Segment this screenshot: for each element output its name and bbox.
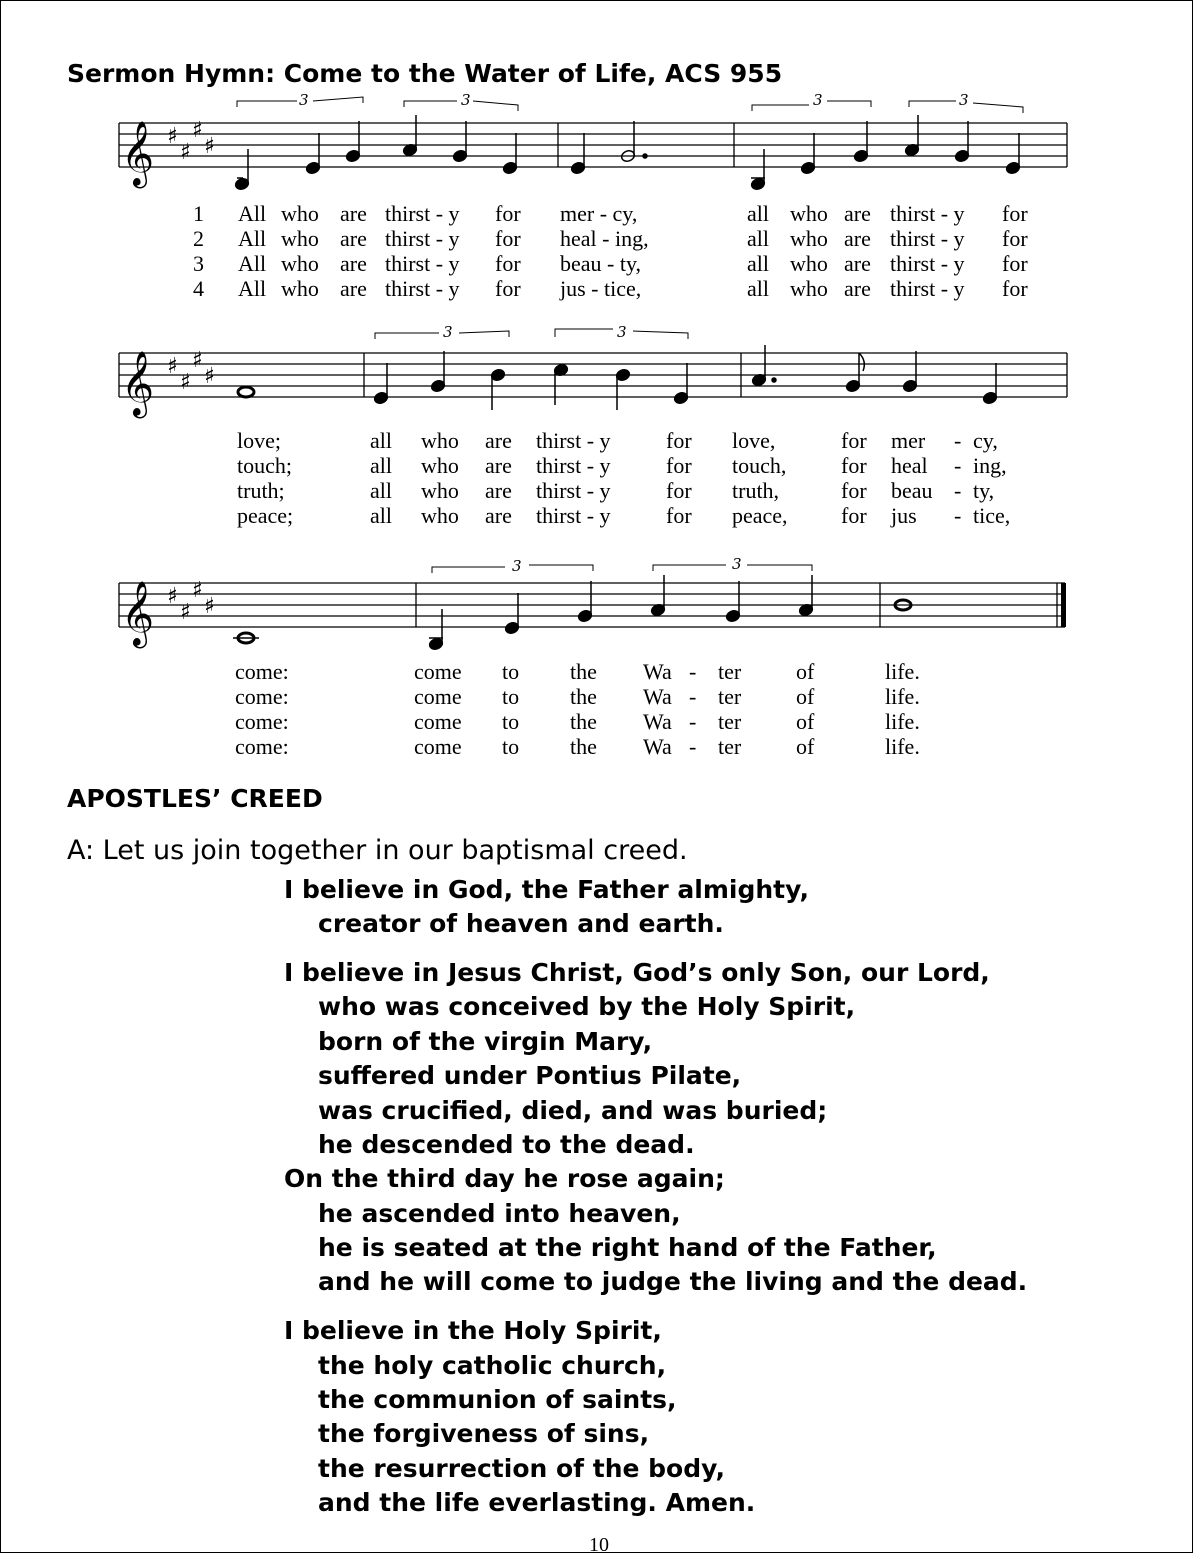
lyric-column: who who who who <box>281 201 319 301</box>
creed-line: was crucified, died, and was buried; <box>318 1096 828 1125</box>
lyric-column: cy, ing, ty, tice, <box>973 428 1011 528</box>
lyric-column: ter ter ter ter <box>718 659 742 759</box>
lyric-column: all all all all <box>747 201 769 301</box>
treble-clef-icon: 𝄞 <box>121 121 155 186</box>
svg-text:♯: ♯ <box>180 140 191 165</box>
lyric-column: life. life. life. life. <box>885 659 920 759</box>
triplet-brackets-1 <box>237 91 1023 113</box>
svg-text:♯: ♯ <box>192 578 203 603</box>
lyric-column: all all all all <box>370 428 392 528</box>
svg-text:♯: ♯ <box>167 584 178 609</box>
svg-text:♯: ♯ <box>192 348 203 373</box>
lyric-column: come come come come <box>414 659 462 759</box>
lyric-column: for for for for <box>1002 201 1028 301</box>
lyric-column: Wa Wa Wa Wa <box>643 659 672 759</box>
creed-line: and he will come to judge the living and the dead. <box>318 1267 1028 1296</box>
notes-system-3 <box>233 575 911 651</box>
lyric-column: love; touch; truth; peace; <box>237 428 294 528</box>
key-signature-four-sharps <box>167 578 215 625</box>
svg-text:3: 3 <box>813 91 823 109</box>
lyric-column: love, touch, truth, peace, <box>732 428 788 528</box>
svg-text:♯: ♯ <box>204 594 215 619</box>
lyric-column: who who who who <box>790 201 828 301</box>
music-staff-1 <box>1 71 1192 221</box>
svg-text:3: 3 <box>443 323 453 341</box>
notes-system-1 <box>234 115 1021 191</box>
lyric-column: - - - - <box>954 428 962 528</box>
verse-numbers: 1 2 3 4 <box>193 201 204 301</box>
svg-text:♯: ♯ <box>167 354 178 379</box>
lyric-column: All All All All <box>238 201 267 301</box>
lyric-column: come: come: come: come: <box>235 659 289 759</box>
key-signature-four-sharps <box>167 348 215 395</box>
treble-clef-icon: 𝄞 <box>121 351 155 416</box>
creed-line: suffered under Pontius Pilate, <box>318 1061 742 1090</box>
lyric-column: who who who who <box>421 428 459 528</box>
lyric-column: are are are are <box>340 201 367 301</box>
lyric-column: are are are are <box>844 201 871 301</box>
lyric-column: for for for for <box>495 201 521 301</box>
svg-text:3: 3 <box>461 91 471 109</box>
lyric-column: mer - cy, heal - ing, beau - ty, jus - tice, <box>560 201 649 301</box>
key-signature-four-sharps <box>167 118 215 165</box>
creed-heading: APOSTLES’ CREED <box>67 784 323 813</box>
creed-line: born of the virgin Mary, <box>318 1027 653 1056</box>
triplet-brackets-3 <box>432 555 812 575</box>
creed-line: the forgiveness of sins, <box>318 1419 650 1448</box>
svg-text:♯: ♯ <box>180 370 191 395</box>
lyric-column: for for for for <box>841 428 867 528</box>
svg-text:3: 3 <box>617 323 627 341</box>
svg-text:3: 3 <box>959 91 969 109</box>
creed-line: he descended to the dead. <box>318 1130 695 1159</box>
lyric-column: - - - - <box>689 659 697 759</box>
final-barline <box>1061 583 1066 627</box>
lyric-column: mer heal beau jus <box>891 428 933 528</box>
lyric-column: thirst - y thirst - y thirst - y thirst - y <box>385 201 460 301</box>
creed-line: On the third day he rose again; <box>284 1164 725 1193</box>
creed-line: I believe in God, the Father almighty, <box>284 875 809 904</box>
notes-system-2 <box>238 345 998 410</box>
treble-clef-icon: 𝄞 <box>121 581 155 646</box>
svg-text:♯: ♯ <box>192 118 203 143</box>
creed-line: the holy catholic church, <box>318 1351 667 1380</box>
svg-text:3: 3 <box>732 555 742 573</box>
hymn-title: Sermon Hymn: Come to the Water of Life, ACS 955 <box>67 59 783 88</box>
lyric-column: thirst - y thirst - y thirst - y thirst - y <box>536 428 611 528</box>
creed-line: creator of heaven and earth. <box>318 909 724 938</box>
svg-text:♯: ♯ <box>204 134 215 159</box>
creed-line: I believe in Jesus Christ, God’s only Son, our Lord, <box>284 958 990 987</box>
svg-text:♯: ♯ <box>167 124 178 149</box>
leader-line: A: Let us join together in our baptismal creed. <box>67 835 688 866</box>
svg-text:3: 3 <box>299 91 309 109</box>
svg-text:♯: ♯ <box>180 600 191 625</box>
svg-text:3: 3 <box>512 557 522 575</box>
lyric-column: the the the the <box>570 659 597 759</box>
creed-line: the communion of saints, <box>318 1385 677 1414</box>
creed-line: the resurrection of the body, <box>318 1454 725 1483</box>
lyric-column: for for for for <box>666 428 692 528</box>
svg-text:♯: ♯ <box>204 364 215 389</box>
creed-line: he is seated at the right hand of the Father, <box>318 1233 937 1262</box>
lyric-column: of of of of <box>796 659 815 759</box>
creed-line: I believe in the Holy Spirit, <box>284 1316 662 1345</box>
creed-line: who was conceived by the Holy Spirit, <box>318 992 856 1021</box>
lyric-column: thirst - y thirst - y thirst - y thirst - y <box>890 201 965 301</box>
lyric-column: are are are are <box>485 428 512 528</box>
creed-line: and the life everlasting. Amen. <box>318 1488 756 1517</box>
triplet-brackets-2 <box>375 323 688 341</box>
lyric-column: to to to to <box>502 659 520 759</box>
creed-line: he ascended into heaven, <box>318 1199 681 1228</box>
page-number: 10 <box>589 1534 609 1553</box>
